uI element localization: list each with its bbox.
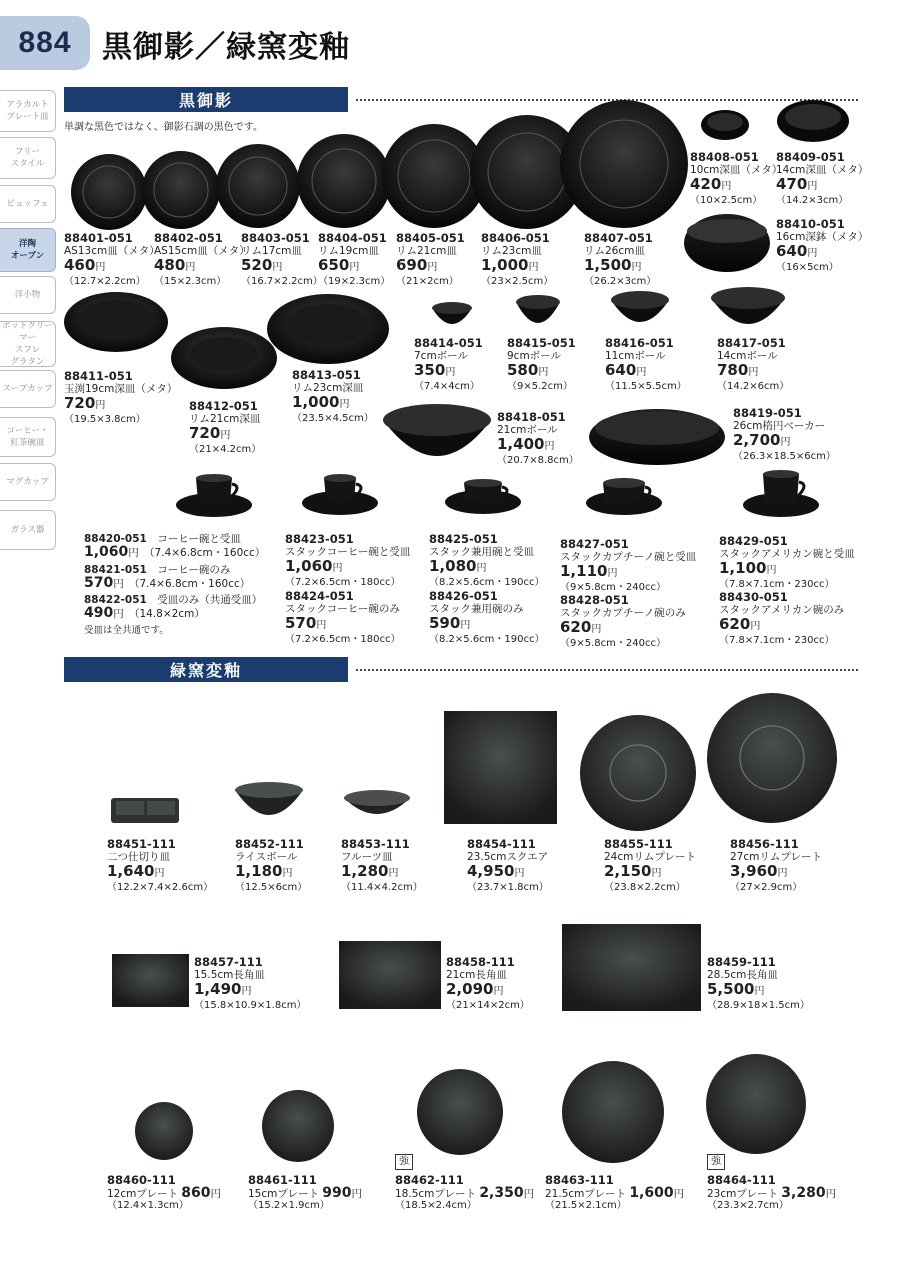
product-88422: 88422-051 受皿のみ（共通受皿） 490円 （14.8×2cm） — [84, 594, 263, 621]
plate-88412-image — [171, 327, 277, 389]
cup-88420-image — [176, 474, 252, 517]
product-88403: 88403-051 リム17cm皿 520円 （16.7×2.2cm） — [241, 231, 323, 287]
fruit-dish-88453-image — [344, 790, 410, 814]
saucer-note: 受皿は全共通です。 — [84, 625, 169, 636]
product-88458: 88458-111 21cm長角皿 2,090円 （21×14×2cm） — [446, 955, 530, 1011]
bowl-88416-image — [611, 291, 669, 322]
index-tab-label: ビュッフェ — [6, 199, 49, 209]
plate-88402-image — [142, 151, 220, 229]
section-header-midori: 緑窯変釉 — [64, 657, 348, 682]
product-88406: 88406-051 リム23cm皿 1,000円 （23×2.5cm） — [481, 231, 554, 287]
product-88428: 88428-051 スタックカプチーノ碗のみ 620円 （9×5.8cm・240cc） — [560, 593, 686, 649]
index-tab-label: マグカップ — [6, 477, 49, 487]
product-88407: 88407-051 リム26cm皿 1,500円 （26.2×3cm） — [584, 231, 657, 287]
product-88419: 88419-051 26cm楕円ベーカー 2,700円 （26.3×18.5×6cm） — [733, 406, 836, 462]
rice-bowl-88452-image — [235, 782, 303, 815]
index-tab-label: プレート皿 — [6, 112, 49, 122]
plate-88460-image — [135, 1102, 193, 1160]
product-88402: 88402-051 AS15cm皿（メタ） 480円 （15×2.3cm） — [154, 231, 250, 287]
cup-88429-image — [743, 470, 819, 517]
product-88430: 88430-051 スタックアメリカン碗のみ 620円 （7.8×7.1cm・230cc） — [719, 590, 845, 646]
plate-88462-image — [417, 1069, 503, 1155]
product-88413: 88413-051 リム23cm深皿 1,000円 （23.5×4.5cm） — [292, 368, 374, 424]
index-tab-label: フリー — [14, 147, 41, 157]
index-tab-label: 洋小物 — [14, 290, 41, 300]
product-88417: 88417-051 14cmボール 780円 （14.2×6cm） — [717, 336, 790, 392]
product-88416: 88416-051 11cmボール 640円 （11.5×5.5cm） — [605, 336, 687, 392]
product-88453: 88453-111 フルーツ皿 1,280円 （11.4×4.2cm） — [341, 837, 423, 893]
index-tab-label: グラタン — [10, 357, 45, 367]
product-88425: 88425-051 スタック兼用碗と受皿 1,080円 （8.2×5.6cm・190cc） — [429, 532, 545, 588]
strong-badge: 強 — [395, 1154, 413, 1170]
product-88457: 88457-111 15.5cm長角皿 1,490円 （15.8×10.9×1.8cm） — [194, 955, 307, 1011]
index-tab-label: スフレ — [14, 345, 41, 355]
product-88460: 88460-111 12cmプレート 860円 （12.4×1.3cm） — [107, 1173, 222, 1211]
square-plate-88454-image — [444, 711, 557, 824]
bowl-88417-image — [711, 287, 785, 324]
product-88429: 88429-051 スタックアメリカン碗と受皿 1,100円 （7.8×7.1cm・230cc） — [719, 534, 855, 590]
plate-88413-image — [267, 294, 389, 364]
index-tab-label: ガラス器 — [10, 525, 45, 535]
rim-plate-88455-image — [580, 715, 696, 831]
plate-88404-image — [297, 134, 391, 228]
cup-88427-image — [586, 478, 662, 515]
section-intro: 単調な黒色ではなく、御影石調の黒色です。 — [64, 122, 263, 133]
product-88404: 88404-051 リム19cm皿 650円 （19×2.3cm） — [318, 231, 391, 287]
product-88401: 88401-051 AS13cm皿（メタ） 460円 （12.7×2.2cm） — [64, 231, 160, 287]
divided-dish-88451-image — [111, 798, 179, 823]
product-88411: 88411-051 玉渕19cm深皿（メタ） 720円 （19.5×3.8cm） — [64, 369, 178, 425]
rect-plate-88458-image — [339, 941, 441, 1009]
product-88408: 88408-051 10cm深皿（メタ） 420円 （10×2.5cm） — [690, 150, 783, 206]
page-title: 黒御影／緑窯変釉 — [102, 30, 350, 65]
product-88414: 88414-051 7cmボール 350円 （7.4×4cm） — [414, 336, 483, 392]
plate-88463-image — [562, 1061, 664, 1163]
rect-plate-88459-image — [562, 924, 701, 1011]
product-88418: 88418-051 21cmボール 1,400円 （20.7×8.8cm） — [497, 410, 579, 466]
plate-88464-image — [706, 1054, 806, 1154]
index-tab-label: スープカップ — [2, 384, 53, 394]
index-tab-label: オーブン — [10, 251, 45, 261]
bowl-88410-image — [684, 214, 770, 272]
product-88412: 88412-051 リム21cm深皿 720円 （21×4.2cm） — [189, 399, 262, 455]
product-88426: 88426-051 スタック兼用碗のみ 590円 （8.2×5.6cm・190cc） — [429, 589, 545, 645]
bowl-88414-image — [432, 302, 472, 324]
plate-88409-image — [777, 100, 849, 142]
plate-88461-image — [262, 1090, 334, 1162]
product-88421: 88421-051 コーヒー碗のみ 570円 （7.4×6.8cm・160cc） — [84, 564, 251, 591]
plate-88411-image — [64, 292, 168, 352]
plate-88408-image — [701, 110, 749, 140]
product-88456: 88456-111 27cmリムプレート 3,960円 （27×2.9cm） — [730, 837, 822, 893]
product-88420: 88420-051 コーヒー碗と受皿 1,060円 （7.4×6.8cm・160cc） — [84, 533, 266, 560]
index-tab-label: コーヒー・ — [6, 426, 49, 436]
plate-88401-image — [71, 154, 147, 230]
product-88459: 88459-111 28.5cm長角皿 5,500円 （28.9×18×1.5cm） — [707, 955, 810, 1011]
section-header-kuro: 黒御影 — [64, 87, 348, 112]
index-tab-label: 洋陶 — [18, 239, 36, 249]
index-tab-label: スタイル — [10, 159, 45, 169]
product-88463: 88463-111 21.5cmプレート 1,600円 （21.5×2.1cm） — [545, 1173, 685, 1211]
bowl-88415-image — [516, 295, 560, 323]
product-88452: 88452-111 ライスボール 1,180円 （12.5×6cm） — [235, 837, 308, 893]
cup-88423-image — [302, 474, 378, 515]
product-88464: 88464-111 23cmプレート 3,280円 （23.3×2.7cm） — [707, 1173, 837, 1211]
product-88427: 88427-051 スタックカプチーノ碗と受皿 1,110円 （9×5.8cm・240cc） — [560, 537, 697, 593]
product-88405: 88405-051 リム21cm皿 690円 （21×2cm） — [396, 231, 465, 287]
plate-88403-image — [216, 144, 300, 228]
index-tab-label: アラカルト — [6, 100, 49, 110]
product-88409: 88409-051 14cm深皿（メタ） 470円 （14.2×3cm） — [776, 150, 869, 206]
product-88410: 88410-051 16cm深鉢（メタ） 640円 （16×5cm） — [776, 217, 869, 273]
product-88415: 88415-051 9cmボール 580円 （9×5.2cm） — [507, 336, 576, 392]
product-88454: 88454-111 23.5cmスクエア 4,950円 （23.7×1.8cm） — [467, 837, 549, 893]
product-88451: 88451-111 二つ仕切り皿 1,640円 （12.2×7.4×2.6cm） — [107, 837, 214, 893]
product-88461: 88461-111 15cmプレート 990円 （15.2×1.9cm） — [248, 1173, 363, 1211]
index-tab-label: 紅茶碗皿 — [10, 438, 45, 448]
product-88455: 88455-111 24cmリムプレート 2,150円 （23.8×2.2cm） — [604, 837, 696, 893]
index-tab-label: ポットクリーマー — [2, 321, 53, 343]
plate-88407-image — [560, 100, 688, 228]
product-88424: 88424-051 スタックコーヒー碗のみ 570円 （7.2×6.5cm・180cc） — [285, 589, 401, 645]
page-number: 884 — [0, 16, 90, 70]
cup-88425-image — [445, 479, 521, 514]
baker-88419-image — [589, 409, 725, 465]
product-88462: 88462-111 18.5cmプレート 2,350円 （18.5×2.4cm） — [395, 1173, 535, 1211]
rim-plate-88456-image — [707, 693, 837, 823]
strong-badge: 強 — [707, 1154, 725, 1170]
rect-plate-88457-image — [112, 954, 189, 1007]
product-88423: 88423-051 スタックコーヒー碗と受皿 1,060円 （7.2×6.5cm・180cc） — [285, 532, 411, 588]
bowl-88418-image — [383, 404, 491, 456]
